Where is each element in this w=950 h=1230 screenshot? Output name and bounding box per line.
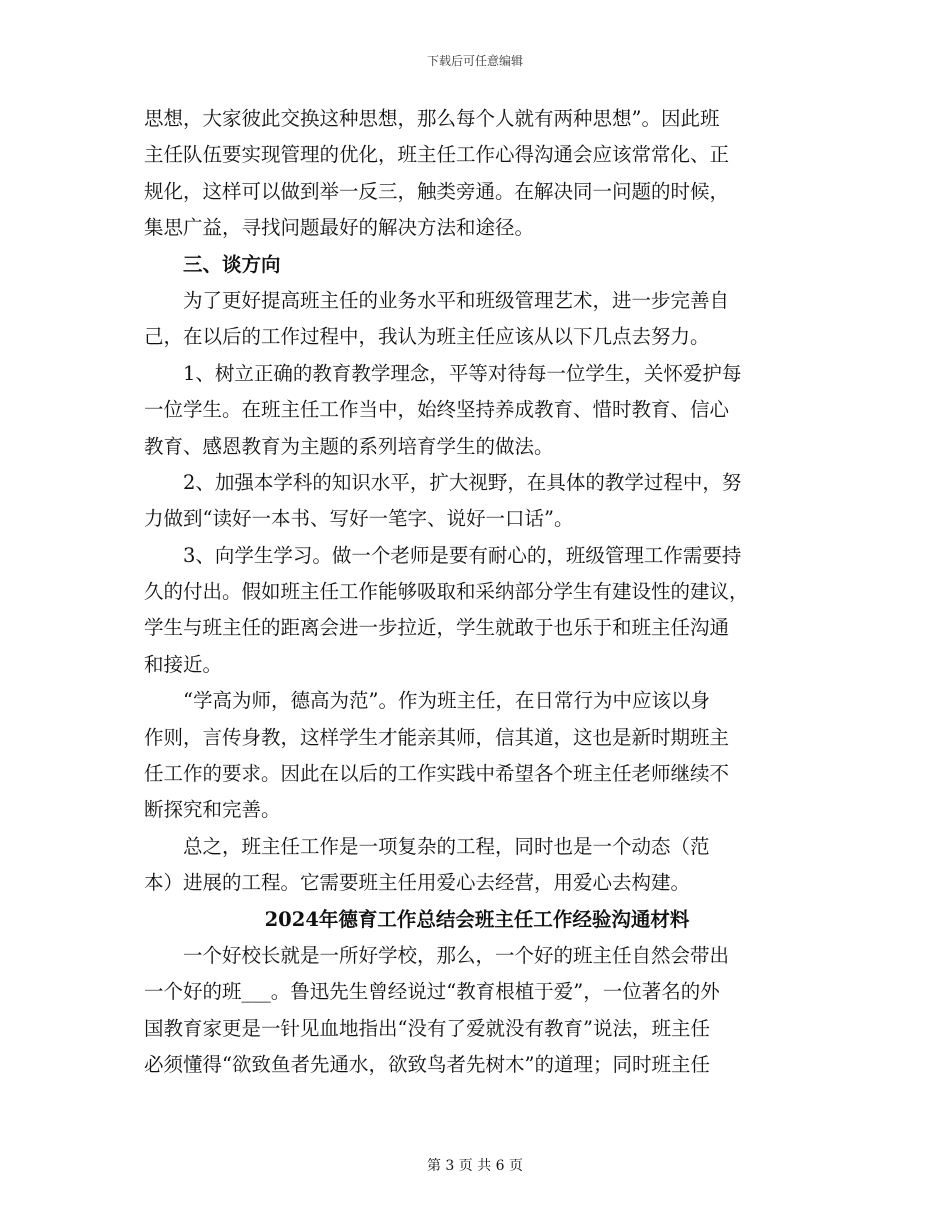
text-line: “学高为师，德高为范”。作为班主任，在日常行为中应该以身 — [183, 689, 710, 713]
text-line: 力做到“读好一本书、写好一笔字、说好一口话”。 — [144, 507, 574, 531]
text-line: 必须懂得“欲致鱼者先通水，欲致鸟者先树木”的道理；同时班主任 — [144, 1053, 710, 1077]
text-line: 思想，大家彼此交换这种思想，那么每个人就有两种思想”。因此班 — [144, 107, 720, 130]
text-line: 2、加强本学科的知识水平，扩大视野，在具体的教学过程中，努 — [183, 470, 742, 494]
text-line: 1、树立正确的教育教学理念，平等对待每一位学生，关怀爱护每 — [183, 361, 742, 385]
page-header: 下载后可任意编辑 — [426, 54, 523, 68]
text-line: 规化，这样可以做到举一反三，触类旁通。在解决同一问题的时候， — [144, 179, 730, 203]
text-line: 久的付出。假如班主任工作能够吸取和采纳部分学生有建设性的建议， — [144, 580, 749, 604]
text-line: 一个好校长就是一所好学校，那么，一个好的班主任自然会带出 — [183, 943, 730, 967]
page-footer: 第 3 页 共 6 页 — [426, 1158, 524, 1174]
document-body — [144, 101, 810, 1084]
text-line: 总之，班主任工作是一项复杂的工程，同时也是一个动态（范 — [183, 834, 710, 858]
text-line: 教育、感恩教育为主题的系列培育学生的做法。 — [144, 434, 554, 458]
text-line: 本）进展的工程。它需要班主任用爱心去经营，用爱心去构建。 — [144, 871, 691, 895]
text-line: 国教育家更是一针见血地指出“没有了爱就没有教育”说法，班主任 — [144, 1016, 710, 1040]
text-line: 断探究和完善。 — [144, 798, 281, 822]
document-title: 2024年德育工作总结会班主任工作经验沟通材料 — [264, 907, 690, 931]
text-line: 任工作的要求。因此在以后的工作实践中希望各个班主任老师继续不 — [144, 762, 730, 786]
text-line: 己，在以后的工作过程中，我认为班主任应该从以下几点去努力。 — [144, 325, 710, 349]
text-line: 学生与班主任的距离会进一步拉近，学生就敢于也乐于和班主任沟通 — [144, 616, 730, 640]
text-line: 一位学生。在班主任工作当中，始终坚持养成教育、惜时教育、信心 — [144, 398, 730, 422]
section-heading: 三、谈方向 — [183, 252, 281, 276]
text-line: 为了更好提高班主任的业务水平和班级管理艺术，进一步完善自 — [183, 288, 730, 312]
text-line: 和接近。 — [144, 652, 223, 676]
text-line: 3、向学生学习。做一个老师是要有耐心的，班级管理工作需要持 — [183, 543, 742, 567]
text-line: 集思广益，寻找问题最好的解决方法和途径。 — [144, 216, 535, 240]
text-line: 作则，言传身教，这样学生才能亲其师，信其道，这也是新时期班主 — [144, 725, 730, 749]
text-line: 主任队伍要实现管理的优化，班主任工作心得沟通会应该常常化、正 — [144, 143, 730, 167]
text-line: 一个好的班___。鲁迅先生曾经说过“教育根植于爱”，一位著名的外 — [144, 980, 720, 1004]
